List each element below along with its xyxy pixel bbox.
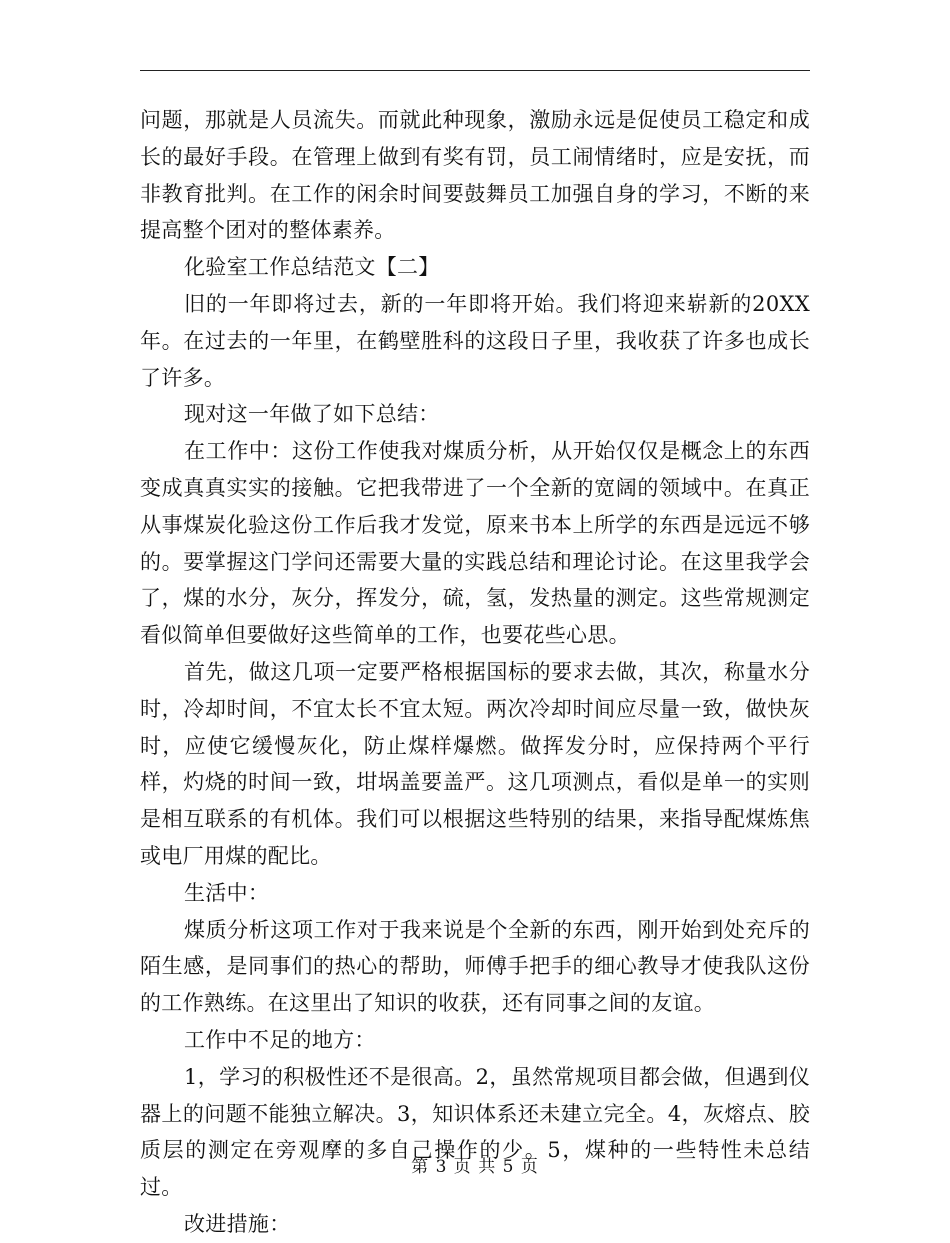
section-heading: 化验室工作总结范文【二】 — [184, 255, 440, 280]
paragraph: 在工作中：这份工作使我对煤质分析，从开始仅仅是概念上的东西变成真真实实的接触。它把我带进了一个全新的宽阔的领域中。在真正从事煤炭化验这份工作后我才发觉，原来书本上所学的东西是远远不够的。要掌握这门学问还需要大量的实践总结和理论讨论。在这里我学会了，煤的水分，灰分，挥发分，硫，氢，发热量的测定。这些常规测定看似简单但要做好这些简单的工作，也要花些心思。 — [140, 439, 810, 648]
paragraph: 首先，做这几项一定要严格根据国标的要求去做，其次，称量水分时，冷却时间，不宜太长不宜太短。两次冷却时间应尽量一致，做快灰时，应使它缓慢灰化，防止煤样爆燃。做挥发分时，应保持两个平行样，灼烧的时间一致，坩埚盖要盖严。这几项测点，看似是单一的实则是相互联系的有机体。我们可以根据这些特别的结果，来指导配煤炼焦或电厂用煤的配比。 — [140, 659, 810, 868]
header-rule — [140, 70, 810, 71]
paragraph: 旧的一年即将过去，新的一年即将开始。我们将迎来崭新的20XX年。在过去的一年里，在鹤壁胜科的这段日子里，我收获了许多也成长了许多。 — [140, 291, 810, 390]
paragraph: 生活中： — [184, 880, 270, 905]
paragraph: 工作中不足的地方： — [184, 1027, 376, 1052]
paragraph: 改进措施： — [184, 1211, 291, 1236]
paragraph: 煤质分析这项工作对于我来说是个全新的东西，刚开始到处充斥的陌生感，是同事们的热心的帮助，师傅手把手的细心教导才使我队这份的工作熟练。在这里出了知识的收获，还有同事之间的友谊。 — [140, 917, 810, 1016]
document-body — [140, 102, 810, 1243]
paragraph: 1，学习的积极性还不是很高。2，虽然常规项目都会做，但遇到仪器上的问题不能独立解决。3，知识体系还未建立完全。4，灰熔点、胶质层的测定在旁观摩的多自己操作的少。5，煤种的一些特性未总结过。 — [140, 1064, 810, 1200]
paragraph: 现对这一年做了如下总结： — [184, 402, 440, 427]
page-number-footer: 第 3 页 共 5 页 — [411, 1157, 539, 1177]
paragraph: 问题，那就是人员流失。而就此种现象，激励永远是促使员工稳定和成长的最好手段。在管理上做到有奖有罚，员工闹情绪时，应是安抚，而非教育批判。在工作的闲余时间要鼓舞员工加强自身的学习，不断的来提高整个团对的整体素养。 — [140, 108, 810, 243]
